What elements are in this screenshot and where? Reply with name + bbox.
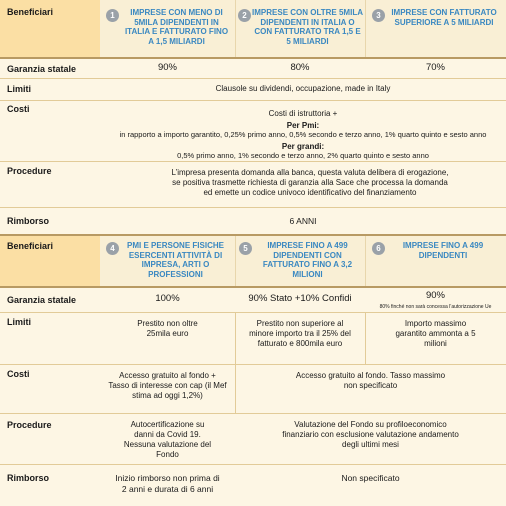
garanzia-label: Garanzia statale	[7, 295, 77, 305]
limiti-row	[0, 79, 506, 100]
procedure-row	[0, 414, 506, 464]
rimborso-row	[0, 465, 506, 506]
procedure-value: Valutazione del Fondo su profiloeconomico finanziario con esclusione valutazione andamento degli ultimi mesi	[282, 420, 459, 449]
limiti-row	[0, 313, 506, 364]
group-title: IMPRESE FINO A 499 DIPENDENTI	[402, 241, 484, 260]
costi-pmi-label: Per Pmi:	[286, 121, 320, 130]
garanzia-value: 100%	[155, 293, 180, 304]
costi-intro: Costi di istruttoria +	[268, 109, 338, 118]
limiti-label: Limiti	[7, 317, 31, 327]
group-title: IMPRESE CON MENO DI 5MILA DIPENDENTI IN ITALIA E FATTURATO FINO A 1,5 MILIARDI	[124, 8, 229, 46]
garanzia-row	[0, 59, 506, 78]
section1-header-row	[0, 0, 506, 57]
group-title: IMPRESE CON FATTURATO SUPERIORE A 5 MILIARDI	[391, 8, 497, 27]
costi-grandi-label: Per grandi:	[281, 142, 325, 151]
group-4-header	[100, 236, 235, 286]
rimborso-value: 6 ANNI	[289, 216, 317, 226]
garanzia-value: 90%	[425, 290, 445, 301]
beneficiari-label: Beneficiari	[0, 0, 100, 57]
garanzia-value: 80%	[290, 62, 310, 73]
procedure-value: Autocertificazione su danni da Covid 19. Nessuna valutazione del Fondo	[123, 420, 212, 459]
limiti-value: Importo massimo garantito ammonta a 5 milioni	[395, 319, 476, 348]
group-title: IMPRESE CON OLTRE 5MILA DIPENDENTI IN ITALIA O CON FATTURATO TRA 1,5 E 5 MILIARDI	[252, 8, 363, 46]
rimborso-value: Non specificato	[341, 473, 400, 483]
costi-value: Accesso gratuito al fondo. Tasso massimo non specificato	[295, 371, 446, 390]
group-number-badge: 1	[106, 9, 119, 22]
garanzia-row	[0, 288, 506, 312]
rimborso-row	[0, 208, 506, 234]
costi-grandi-text: 0,5% primo anno, 1% secondo e terzo anno, 2% quarto quinto e sesto anno	[177, 151, 429, 160]
costi-label: Costi	[7, 104, 30, 114]
procedure-label: Procedure	[7, 166, 52, 176]
costi-label: Costi	[7, 369, 30, 379]
group-6-header	[365, 236, 506, 286]
group-number-badge: 6	[372, 242, 385, 255]
group-1-header	[100, 0, 235, 57]
garanzia-value: 90% Stato +10% Confidi	[248, 293, 352, 304]
group-number-badge: 3	[372, 9, 385, 22]
rimborso-label: Rimborso	[7, 473, 50, 483]
column-separator	[235, 312, 236, 413]
limiti-value: Clausole su dividendi, occupazione, made in Italy	[215, 84, 391, 93]
group-5-header	[235, 236, 365, 286]
garanzia-value: 90%	[157, 62, 177, 73]
group-number-badge: 2	[238, 9, 251, 22]
procedure-row	[0, 162, 506, 207]
group-number-badge: 5	[239, 242, 252, 255]
column-separator	[365, 312, 366, 364]
costi-row	[0, 365, 506, 413]
procedure-value: L’impresa presenta domanda alla banca, questa valuta delibera di erogazione, se positiva trasmette richiesta di garanzia alla Sace che processa la domanda ed emette un codice univoco identificativo del finanziamento	[171, 168, 449, 197]
section2-header-row	[0, 236, 506, 286]
limiti-value: Prestito non superiore al minore importo tra il 25% del fatturato e 800mila euro	[249, 319, 351, 348]
costi-pmi-text: in rapporto a importo garantito, 0,25% primo anno, 0,5% secondo e terzo anno, 1% quarto quinto e sesto anno	[119, 130, 487, 139]
procedure-label: Procedure	[7, 420, 52, 430]
group-3-header	[365, 0, 506, 57]
costi-row	[0, 101, 506, 161]
garanzia-note: 80% finché non sarà concessa l’autorizzazione Ue	[379, 304, 492, 310]
garanzia-label: Garanzia statale	[7, 64, 77, 74]
rimborso-value: Inizio rimborso non prima di 2 anni e durata di 6 anni	[115, 473, 220, 494]
limiti-label: Limiti	[7, 84, 31, 94]
group-number-badge: 4	[106, 242, 119, 255]
beneficiari-label: Beneficiari	[0, 236, 100, 286]
costi-value: Accesso gratuito al fondo + Tasso di interesse con cap (il Mef stima ad oggi 1,2%)	[108, 371, 227, 400]
rimborso-label: Rimborso	[7, 216, 50, 226]
group-2-header	[235, 0, 365, 57]
group-title: IMPRESE FINO A 499 DIPENDENTI CON FATTURATO FINO A 3,2 MILIONI	[262, 241, 353, 279]
limiti-value: Prestito non oltre 25mila euro	[137, 319, 198, 338]
group-title: PMI E PERSONE FISICHE ESERCENTI ATTIVITÀ DI IMPRESA, ARTI O PROFESSIONI	[127, 241, 224, 279]
garanzia-value: 70%	[425, 62, 445, 73]
